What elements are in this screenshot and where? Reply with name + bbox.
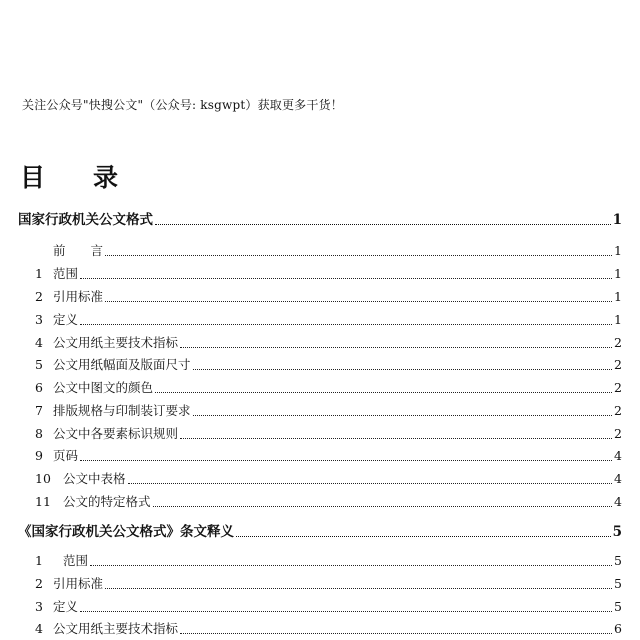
toc-entry[interactable]: [35, 241, 622, 259]
toc-entry-label: 7 排版规格与印制装订要求: [35, 403, 191, 418]
toc-title: 目录: [20, 163, 167, 192]
toc-entry-number: 2: [35, 289, 43, 304]
toc-leader-dots: [153, 506, 613, 507]
toc-leader-dots: [193, 369, 613, 370]
toc-entry-number: 4: [35, 621, 43, 636]
toc-entry-label: 8 公文中各要素标识规则: [35, 426, 179, 441]
toc-entry-number: 1: [35, 553, 43, 568]
toc-leader-dots: [80, 324, 612, 325]
toc-entry[interactable]: [35, 446, 622, 464]
toc-leader-dots: [180, 438, 612, 439]
toc-entry[interactable]: [35, 597, 622, 615]
toc-entry[interactable]: [35, 401, 622, 419]
toc-page-number: 1: [614, 289, 622, 304]
toc-entry-label: 9 页码: [35, 448, 79, 463]
toc-page-number: 2: [614, 380, 622, 395]
toc-page-number: 4: [614, 471, 622, 486]
toc-page-number: 5: [614, 553, 622, 568]
toc-entry-label: 2 引用标准: [35, 289, 104, 304]
toc-page-number: 5: [614, 576, 622, 591]
toc-leader-dots: [180, 347, 612, 348]
toc-page-number: 5: [614, 599, 622, 614]
toc-section-title: 国家行政机关公文格式: [18, 212, 153, 228]
toc-leader-dots: [105, 255, 612, 256]
toc-entry[interactable]: [35, 619, 622, 637]
toc-leader-dots: [105, 588, 612, 589]
toc-leader-dots: [193, 415, 613, 416]
toc-entry-label: 1 范围: [35, 266, 79, 281]
toc-entry-label: 前 言: [53, 243, 104, 258]
toc-entry[interactable]: [35, 287, 622, 305]
toc-entry-label: 1 范围: [35, 553, 89, 568]
toc-page-number: 1: [614, 312, 622, 327]
toc-entry-label: 10 公文中表格: [35, 471, 126, 486]
toc-entry-number: 3: [35, 312, 43, 327]
toc-section-heading[interactable]: [18, 208, 622, 228]
toc-entry-label: 3 定义: [35, 312, 79, 327]
toc-entry-label: 4 公文用纸主要技术指标: [35, 335, 179, 350]
notice-text: 关注公众号"快搜公文"（公众号: ksgwpt）获取更多干货！: [22, 98, 343, 112]
toc-page-number: 2: [614, 403, 622, 418]
toc-section-title: 《国家行政机关公文格式》条文释义: [18, 524, 234, 540]
toc-leader-dots: [128, 483, 613, 484]
toc-entry[interactable]: [35, 264, 622, 282]
toc-leader-dots: [155, 392, 612, 393]
toc-page-number: 6: [614, 621, 622, 636]
toc-section-heading[interactable]: [18, 520, 622, 540]
toc-leader-dots: [236, 536, 611, 537]
toc-page-number: 1: [614, 243, 622, 258]
toc-entry[interactable]: [35, 355, 622, 373]
toc-entry-label: 6 公文中图文的颜色: [35, 380, 154, 395]
toc-entry[interactable]: [35, 469, 622, 487]
toc-entry-number: 7: [35, 403, 43, 418]
toc-entry-number: 3: [35, 599, 43, 614]
toc-entry[interactable]: [35, 574, 622, 592]
toc-page-number: 2: [614, 426, 622, 441]
toc-entry-number: 10: [35, 471, 51, 486]
toc-page-number: 2: [614, 335, 622, 350]
toc-leader-dots: [80, 278, 612, 279]
toc-page-number: 2: [614, 357, 622, 372]
toc-page-number: 5: [612, 524, 622, 540]
toc-page-number: 1: [614, 266, 622, 281]
toc-entry[interactable]: [35, 492, 622, 510]
toc-entry-number: 1: [35, 266, 43, 281]
toc-entry[interactable]: [35, 333, 622, 351]
toc-entry-label: 5 公文用纸幅面及版面尺寸: [35, 357, 191, 372]
toc-entry-number: 6: [35, 380, 43, 395]
toc-entry-number: 8: [35, 426, 43, 441]
toc-leader-dots: [80, 611, 612, 612]
toc-leader-dots: [105, 301, 612, 302]
toc-entry-number: 5: [35, 357, 43, 372]
toc-page-number: 4: [614, 494, 622, 509]
toc-leader-dots: [80, 460, 612, 461]
toc-entry-label: 4 公文用纸主要技术指标: [35, 621, 179, 636]
toc-entry-number: 9: [35, 448, 43, 463]
toc-leader-dots: [155, 224, 611, 225]
toc-entry[interactable]: [35, 310, 622, 328]
toc-leader-dots: [90, 565, 612, 566]
toc-entry-label: 2 引用标准: [35, 576, 104, 591]
toc-entry-number: 4: [35, 335, 43, 350]
toc-entry-number: 2: [35, 576, 43, 591]
toc-page-number: 4: [614, 448, 622, 463]
toc-entry[interactable]: [35, 551, 622, 569]
toc-entry-number: 11: [35, 494, 51, 509]
toc-entry[interactable]: [35, 378, 622, 396]
toc-entry-label: 11 公文的特定格式: [35, 494, 151, 509]
toc-entry-label: 3 定义: [35, 599, 79, 614]
toc-leader-dots: [180, 633, 612, 634]
toc-entry[interactable]: [35, 424, 622, 442]
toc-page-number: 1: [612, 212, 622, 228]
